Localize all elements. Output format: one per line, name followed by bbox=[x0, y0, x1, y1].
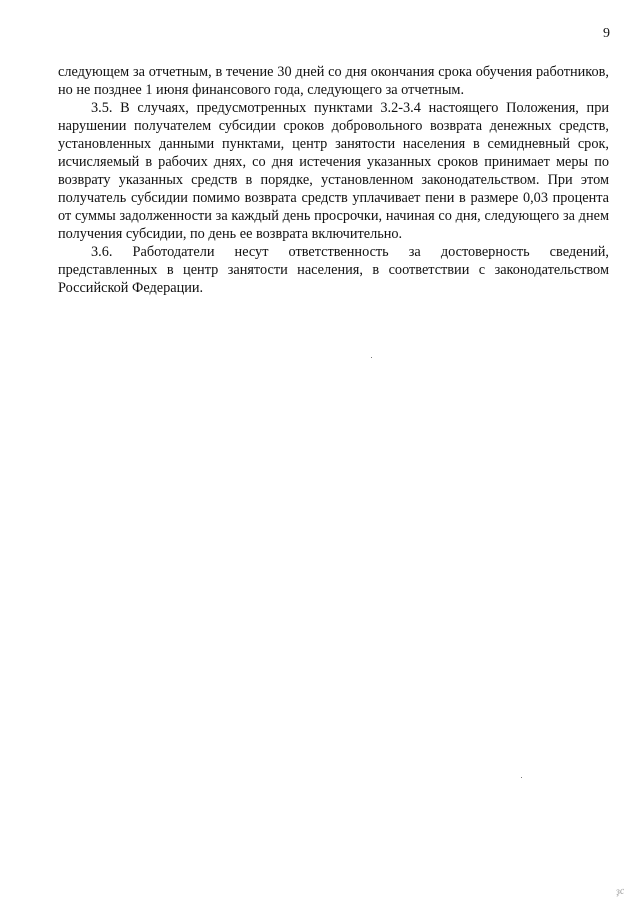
body-text bbox=[58, 63, 609, 297]
paragraph-3-6: 3.6. Работодатели несут ответственность за достоверность сведений, представленных в центр занятости населения, в соответствии с законодательством Российской Федерации. bbox=[58, 244, 609, 296]
page-number: 9 bbox=[603, 26, 610, 41]
paragraph-continuation: следующем за отчетным, в течение 30 дней со дня окончания срока обучения работников, но не позднее 1 июня финансового года, следующего за отчетным. bbox=[58, 64, 609, 98]
corner-handwritten-mark: ҙс bbox=[614, 885, 625, 898]
scan-dot bbox=[371, 357, 372, 358]
paragraph-3-5: 3.5. В случаях, предусмотренных пунктами 3.2-3.4 настоящего Положения, при нарушении получателем субсидии сроков добровольного возврата денежных средств, установленных данными пунктами, центр занятости населения в семидневный срок, исчисляемый в рабочих днях, со дня истечения указанных сроков принимает меры по возврату указанных средств в порядке, установленном законодательством. При этом получатель субсидии помимо возврата средств уплачивает пени в размере 0,03 процента от суммы задолженности за каждый день просрочки, начиная со дня, следующего за днем получения субсидии, по день ее возврата включительно. bbox=[58, 100, 609, 242]
scan-dot bbox=[521, 777, 522, 778]
